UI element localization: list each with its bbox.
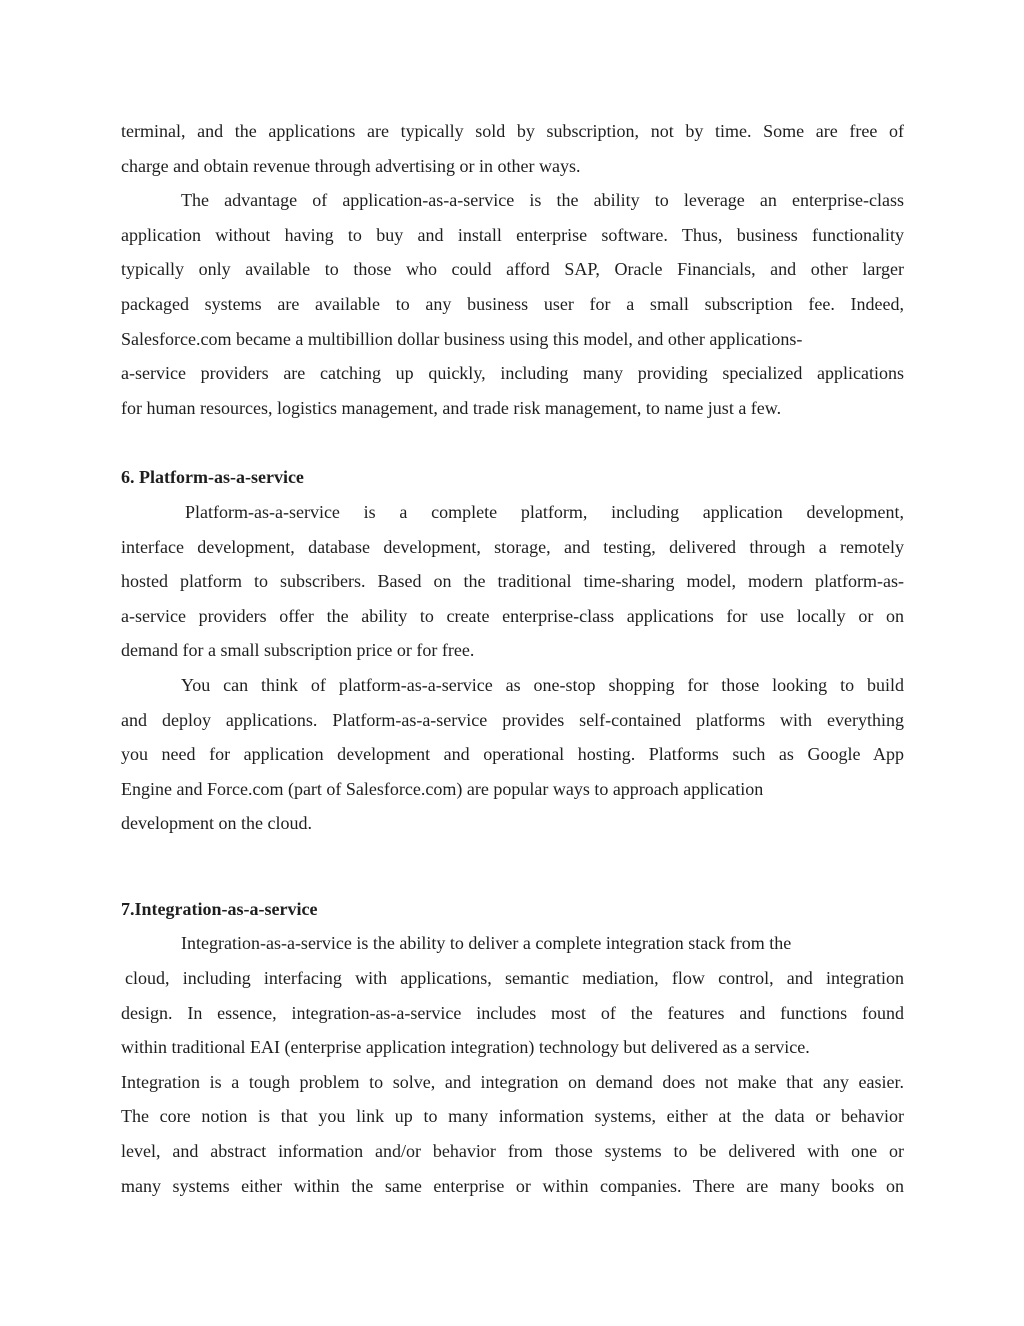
text-line: Integration-as-a-service is the ability to deliver a complete integration stack from the: [181, 933, 792, 954]
text-line: and deploy applications. Platform-as-a-service provides self-contained platforms with everything: [121, 709, 904, 730]
section-integration-as-a-service: [121, 892, 904, 1203]
text-line: charge and obtain revenue through advertising or in other ways.: [121, 155, 581, 176]
text-line: Integration is a tough problem to solve, and integration on demand does not make that any easier.: [121, 1071, 904, 1092]
text-line: for human resources, logistics management, and trade risk management, to name just a few.: [121, 397, 782, 418]
text-line: level, and abstract information and/or behavior from those systems to be delivered with one or: [121, 1141, 904, 1162]
text-line: development on the cloud.: [121, 813, 312, 834]
document-page: [121, 114, 904, 1203]
text-line: design. In essence, integration-as-a-service includes most of the features and functions found: [121, 1002, 904, 1023]
text-line: Platform-as-a-service is a complete platform, including application development,: [185, 501, 904, 522]
text-line: application without having to buy and install enterprise software. Thus, business functionality: [121, 224, 904, 245]
text-line: a-service providers are catching up quickly, including many providing specialized applications: [121, 363, 904, 384]
text-line: The advantage of application-as-a-service is the ability to leverage an enterprise-class: [181, 190, 904, 211]
text-line: demand for a small subscription price or for free.: [121, 640, 475, 661]
text-line: typically only available to those who could afford SAP, Oracle Financials, and other larger: [121, 259, 904, 280]
text-line: hosted platform to subscribers. Based on the traditional time-sharing model, modern platform-as-: [121, 571, 904, 592]
section-platform-as-a-service: [121, 460, 904, 841]
advantage-paragraph: [121, 183, 904, 425]
section-spacer: [121, 425, 904, 460]
section-heading: 7.Integration-as-a-service: [121, 898, 318, 919]
intro-paragraph: [121, 114, 904, 183]
text-line: Salesforce.com became a multibillion dollar business using this model, and other applications-: [121, 328, 803, 349]
text-line: many systems either within the same enterprise or within companies. There are many books on: [121, 1175, 904, 1196]
text-line: interface development, database development, storage, and testing, delivered through a remotely: [121, 536, 904, 557]
text-line: terminal, and the applications are typically sold by subscription, not by time. Some are free of: [121, 121, 904, 141]
text-line: Engine and Force.com (part of Salesforce.com) are popular ways to approach application: [121, 778, 764, 799]
text-line: within traditional EAI (enterprise application integration) technology but delivered as a service.: [121, 1037, 810, 1058]
text-line: cloud, including interfacing with applications, semantic mediation, flow control, and integration: [125, 968, 904, 989]
text-line: packaged systems are available to any business user for a small subscription fee. Indeed,: [121, 293, 904, 314]
text-line: you need for application development and operational hosting. Platforms such as Google App: [121, 744, 904, 765]
text-line: The core notion is that you link up to many information systems, either at the data or behavior: [121, 1106, 904, 1127]
section-spacer: [121, 841, 904, 892]
text-line: You can think of platform-as-a-service as one-stop shopping for those looking to build: [181, 674, 904, 695]
text-line: a-service providers offer the ability to create enterprise-class applications for use locally or on: [121, 605, 904, 626]
section-heading: 6. Platform-as-a-service: [121, 467, 304, 488]
